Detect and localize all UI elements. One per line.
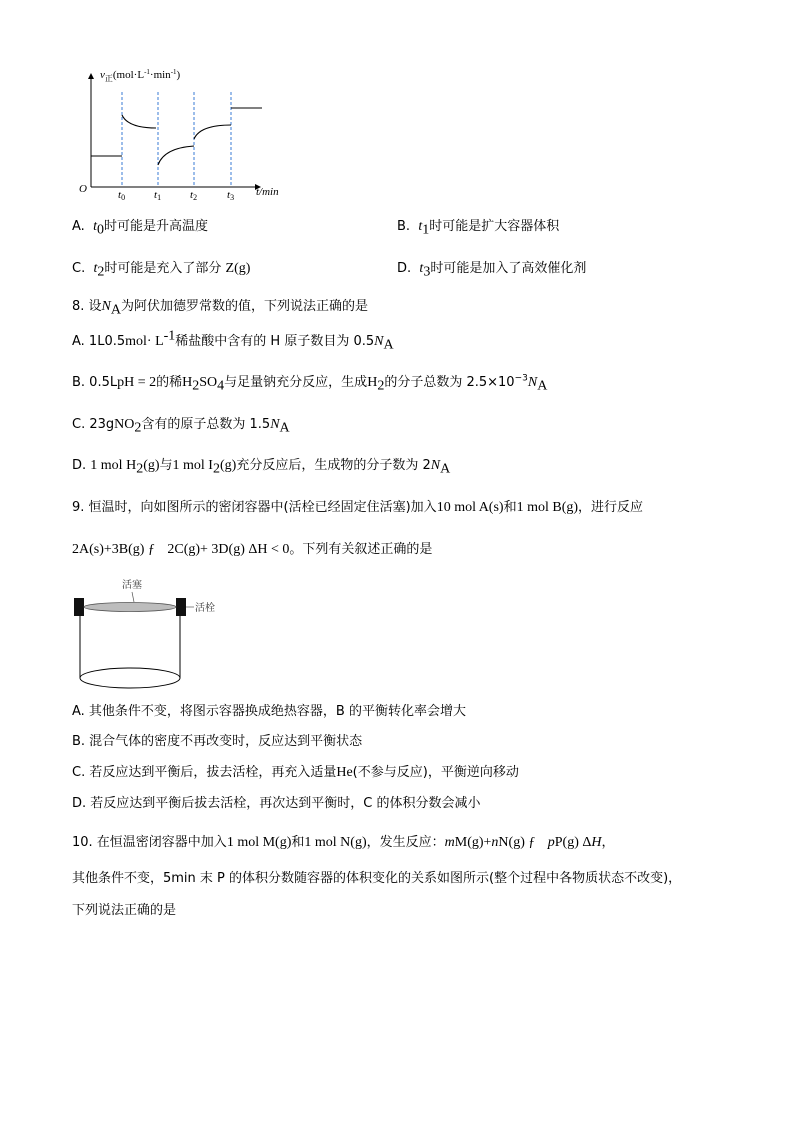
q10-eq-b: N(g) ƒ: [498, 835, 536, 850]
q8-a-mid: 稀盐酸中含有的 H 原子数目为 0.5: [175, 334, 375, 349]
q7-option-c-sub: 2: [97, 264, 105, 280]
piston-label: 活塞: [122, 580, 142, 591]
q8-stem-var: N: [101, 299, 111, 314]
tick-t0: t0: [118, 189, 126, 202]
q10-m1: 1 mol M(g): [226, 835, 292, 850]
q8-a-sub: A: [383, 337, 394, 353]
q8-b-h2: H: [367, 375, 378, 390]
q10-m2: 1 mol N(g): [304, 835, 367, 850]
q8-c-sub: A: [279, 420, 290, 436]
q7-option-b-letter: B.: [397, 219, 411, 234]
origin-label: O: [79, 183, 87, 195]
q10-eq-a: M(g)+: [454, 835, 492, 850]
q8-c-formula-sub: 2: [134, 420, 142, 436]
q9-stem-line2: [72, 541, 432, 559]
q8-a-unit: mol· L: [125, 334, 164, 349]
q10-mid: ，发生反应：: [366, 835, 445, 850]
q9-stem1-m2: 1 mol B(g): [516, 500, 579, 515]
stopcock-right: [176, 598, 186, 616]
q8-option-d: [72, 457, 450, 475]
q8-d-mid: 充分反应后，生成物的分子数为 2: [236, 458, 431, 473]
q8-option-c: [72, 416, 290, 434]
q8-d-pre: D.: [72, 458, 87, 473]
q7-option-d: [397, 260, 586, 278]
q8-b-formula-sub1: 2: [192, 378, 200, 394]
y-axis-label: $v_正(mol\cdot L^{-1}\cdot\min^{-1})$: [100, 68, 181, 83]
q7-option-a-text: 时可能是升高温度: [103, 219, 208, 234]
q9-option-d: D. 若反应达到平衡后拔去活栓，再次达到平衡时，C 的体积分数会减小: [72, 796, 481, 811]
q8-stem-pre: 8. 设: [72, 299, 102, 314]
tick-t1: t1: [154, 189, 162, 202]
q7-option-c-letter: C.: [72, 261, 86, 276]
q8-option-b: [72, 374, 547, 392]
q9-option-b: B. 混合气体的密度不再改变时，反应达到平衡状态: [72, 734, 363, 749]
q8-stem: [72, 298, 368, 316]
q8-d-m1-sub: 2: [136, 461, 144, 477]
x-axis-label: t/min: [256, 186, 279, 198]
q9-stem1-post: ，进行反应: [578, 500, 644, 515]
tick-t3: t3: [227, 189, 235, 202]
q7-option-a: [72, 218, 208, 236]
q8-c-formula: NO: [114, 417, 135, 432]
q8-b-pre: B. 0.5L: [72, 375, 118, 390]
q10-end: ，: [601, 835, 615, 850]
q8-a-sup: -1: [163, 328, 176, 344]
q8-b-sub: A: [537, 378, 548, 394]
q10-eq-p: p: [547, 835, 555, 850]
q8-d-m2-sub: 2: [212, 461, 220, 477]
q8-d-m2-end: (g): [219, 458, 237, 473]
q8-c-var: N: [270, 417, 280, 432]
q7-option-b-text: 时可能是扩大容器体积: [429, 219, 560, 234]
q8-d-m2: 1 mol I: [172, 458, 213, 473]
q8-d-m1: 1 mol H: [90, 458, 137, 473]
q9-equation-lhs: 2A(s)+3B(g) ƒ: [72, 542, 155, 557]
rate-segment-3: [158, 146, 194, 165]
q9-equation-rhs: 2C(g)+ 3D(g) ΔH < 0: [167, 542, 290, 557]
q7-option-b-sub: 1: [422, 222, 430, 238]
q8-d-var: N: [430, 458, 441, 473]
piston-leader: [132, 592, 134, 602]
q8-d-and: 与: [159, 458, 173, 473]
q7-option-c-formula: Z(g): [225, 261, 251, 276]
q7-option-a-sub: 0: [96, 222, 104, 238]
tick-t2: t2: [190, 189, 198, 202]
q7-option-c-text: 时可能是充入了部分: [104, 261, 222, 276]
q9-stem1-and: 和: [503, 500, 517, 515]
q8-c-mid: 含有的原子总数为 1.5: [141, 417, 271, 432]
sealed-vessel-diagram: [70, 570, 230, 694]
q9-option-c-he: He: [336, 765, 353, 780]
q7-option-c-var: t: [93, 261, 98, 276]
rate-segment-2: [122, 115, 156, 128]
q7-option-b-var: t: [418, 219, 423, 234]
rate-segment-4: [194, 125, 231, 139]
q10-eq-m: m: [444, 835, 455, 850]
q8-d-sub: A: [440, 461, 451, 477]
q8-stem-sub: A: [110, 302, 122, 318]
q9-option-a: A. 其他条件不变，将图示容器换成绝热容器，B 的平衡转化率会增大: [72, 704, 466, 719]
stopcock-left: [74, 598, 84, 616]
q8-b-var: N: [527, 375, 538, 390]
q10-eq-h: H: [591, 835, 602, 850]
q8-a-var: N: [374, 334, 384, 349]
stopcock-label: 活栓: [195, 603, 215, 614]
rate-time-graph: [70, 62, 300, 202]
q8-b-mid3: 的分子总数为 2.5×10: [384, 375, 515, 390]
q9-stem1-pre: 9. 恒温时，向如图所示的密闭容器中(活栓已经固定住活塞)加入: [72, 500, 437, 515]
vessel-bottom: [80, 668, 180, 688]
q10-stem-line1: [72, 834, 615, 852]
q7-option-d-sub: 3: [423, 264, 431, 280]
q10-eq-n: n: [491, 835, 499, 850]
q9-option-c-pre: C. 若反应达到平衡后，拔去活栓，再充入适量: [72, 765, 337, 780]
q8-b-formula-so: SO: [199, 375, 218, 390]
q8-b-sup: −3: [514, 373, 528, 384]
q8-b-ph: pH = 2: [117, 375, 157, 390]
piston: [84, 603, 176, 612]
q8-b-formula-sub2: 4: [217, 378, 225, 394]
q9-option-c: [72, 764, 519, 782]
q8-b-h2-sub: 2: [377, 378, 385, 394]
q7-option-a-letter: A.: [72, 219, 85, 234]
q9-option-c-post: (不参与反应)，平衡逆向移动: [352, 765, 519, 780]
q7-option-d-text: 时可能是加入了高效催化剂: [430, 261, 587, 276]
q8-d-m1-end: (g): [143, 458, 160, 473]
q7-option-c: [72, 260, 250, 278]
q7-option-b: [397, 218, 559, 236]
q8-stem-post: 为阿伏加德罗常数的值，下列说法正确的是: [121, 299, 369, 314]
q10-stem-line3: 下列说法正确的是: [72, 903, 177, 918]
q9-stem1-m1: 10 mol A(s): [436, 500, 504, 515]
q8-option-a: [72, 328, 394, 353]
q8-b-mid2: 与足量钠充分反应，生成: [224, 375, 368, 390]
q8-b-mid1: 的稀: [156, 375, 183, 390]
q10-stem-line2: 其他条件不变，5min 末 P 的体积分数随容器的体积变化的关系如图所示(整个过程中各物质状态不改变)，: [72, 871, 682, 886]
q9-stem-line1: [72, 499, 643, 517]
q8-b-formula-h: H: [182, 375, 193, 390]
q8-c-pre: C. 23g: [72, 417, 115, 432]
q9-stem2-post: 。下列有关叙述正确的是: [289, 542, 433, 557]
q7-option-a-var: t: [93, 219, 97, 234]
q10-stem-pre: 10. 在恒温密闭容器中加入: [72, 835, 227, 850]
q7-option-d-letter: D.: [397, 261, 412, 276]
q10-eq-c: P(g) Δ: [554, 835, 592, 850]
q7-option-d-var: t: [419, 261, 424, 276]
q8-a-pre: A. 1L0.5: [72, 334, 126, 349]
q10-and: 和: [291, 835, 305, 850]
